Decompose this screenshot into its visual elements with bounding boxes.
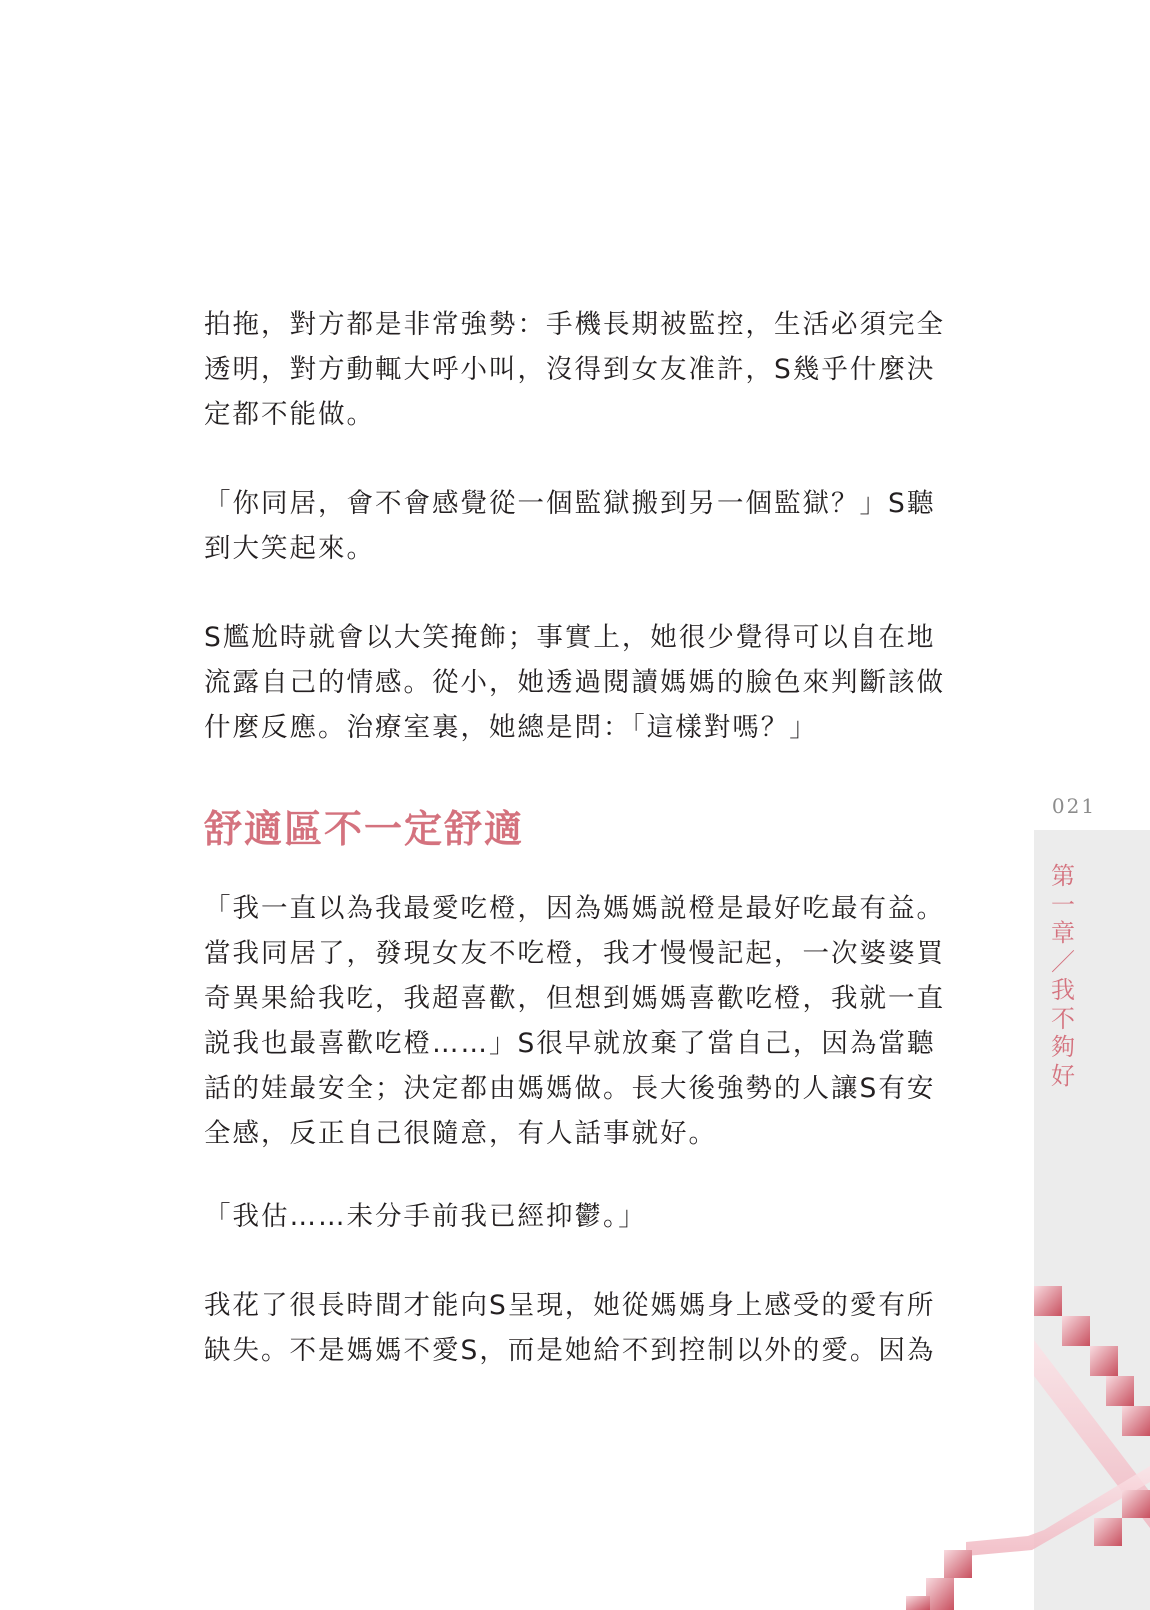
paragraph: 「我估……未分手前我已經抑鬱。」 xyxy=(204,1201,647,1232)
step-block xyxy=(906,1596,930,1610)
section-heading: 舒適區不一定舒適 xyxy=(204,807,525,851)
page-number: 021 xyxy=(1051,794,1097,818)
step-block xyxy=(1034,1286,1062,1316)
step-block xyxy=(1106,1376,1134,1406)
step-block xyxy=(1062,1316,1090,1346)
paragraph: 拍拖，對方都是非常強勢：手機長期被監控，生活必須完全 透明，對方動輒大呼小叫，沒得到女友准許，S幾乎什麼決 定都不能做。 xyxy=(204,309,945,430)
step-block xyxy=(1090,1346,1118,1376)
step-block xyxy=(926,1578,954,1610)
paragraph: 我花了很長時間才能向S呈現，她從媽媽身上感受的愛有所 缺失。不是媽媽不愛S，而是她給不到控制以外的愛。因為 xyxy=(204,1290,936,1366)
step-block xyxy=(1122,1406,1150,1436)
step-block xyxy=(944,1550,972,1578)
step-block xyxy=(1122,1490,1150,1518)
chapter-label: 第一章／我不夠好 xyxy=(1051,862,1075,1090)
paragraph: 「我一直以為我最愛吃橙，因為媽媽説橙是最好吃最有益。 當我同居了，發現女友不吃橙，我才慢慢記起，一次婆婆買 奇異果給我吃，我超喜歡，但想到媽媽喜歡吃橙，我就一直 説我也最喜歡吃橙……」S很早就放棄了當自己，因為當聽 話的娃最安全；決定都由媽媽做。長大後強勢的人讓S有安 全感，反正自己很隨意，有人話事就好。 xyxy=(204,893,945,1149)
paragraph: 「你同居，會不會感覺從一個監獄搬到另一個監獄？」S聽 到大笑起來。 xyxy=(204,488,936,564)
paragraph: S尷尬時就會以大笑掩飾；事實上，她很少覺得可以自在地 流露自己的情感。從小，她透過閱讀媽媽的臉色來判斷該做 什麼反應。治療室裏，她總是問：「這樣對嗎？」 xyxy=(204,622,945,743)
step-block xyxy=(1094,1518,1122,1546)
